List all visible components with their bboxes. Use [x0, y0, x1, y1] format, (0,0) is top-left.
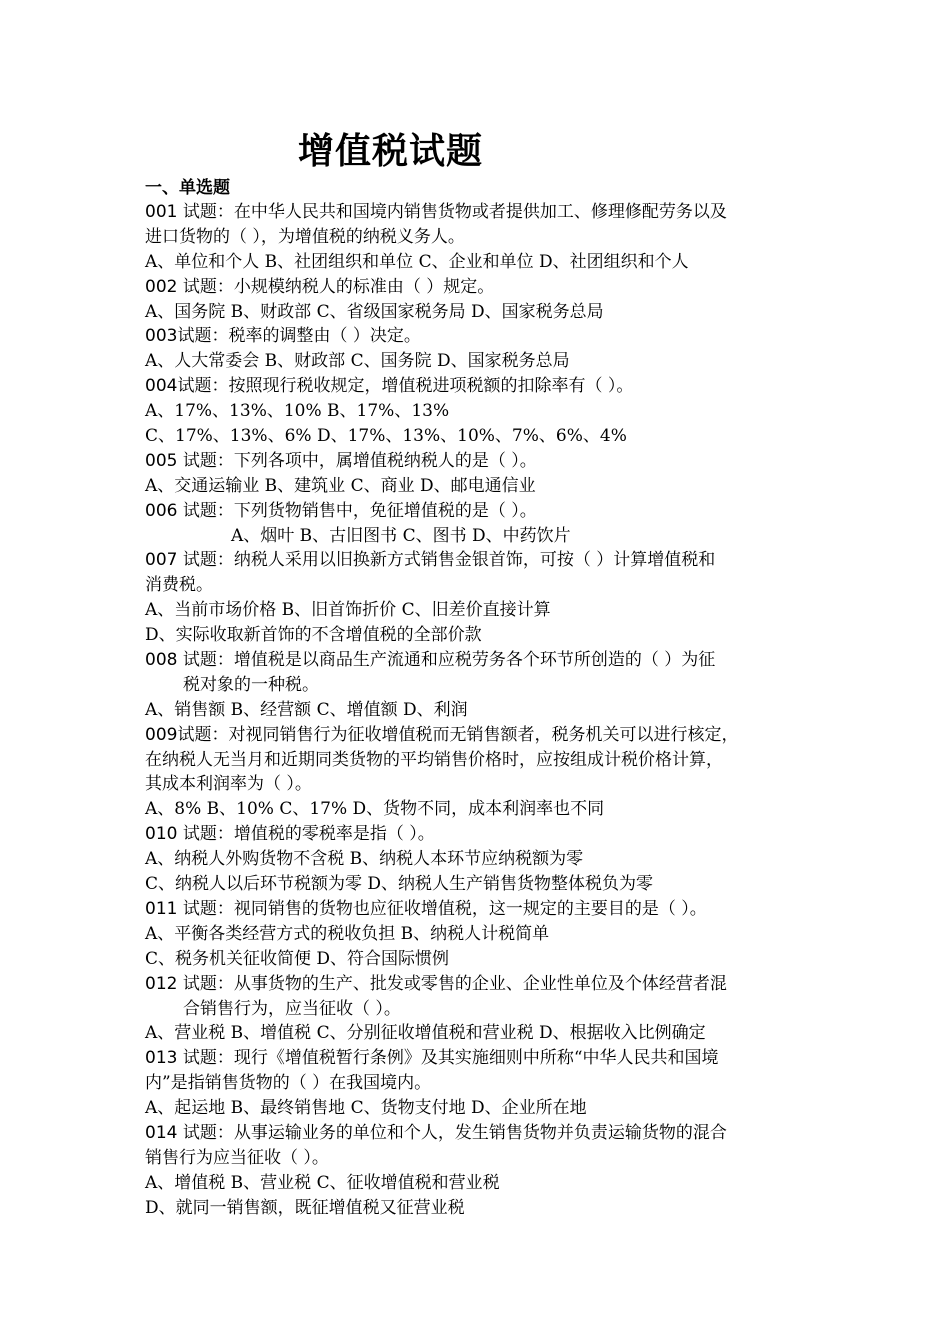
question-text: 试题：小规模纳税人的标准由（ ）规定。 — [177, 276, 495, 297]
question-text: 试题：下列各项中，属增值税纳税人的是（ ）。 — [177, 450, 537, 471]
question-item — [145, 449, 810, 499]
answer-options: D、就同一销售额，既征增值税又征营业税 — [145, 1197, 465, 1218]
question-text: 试题：增值税的零税率是指（ ）。 — [177, 824, 435, 845]
question-text: 试题：在中华人民共和国境内销售货物或者提供加工、修理修配劳务以及 — [177, 202, 727, 222]
question-number: 007 — [145, 550, 178, 571]
question-text: 试题：增值税是以商品生产流通和应税劳务各个环节所创造的（ ）为征 — [177, 650, 716, 671]
question-text-line — [145, 324, 810, 349]
question-number: 014 — [145, 1122, 178, 1143]
question-item — [145, 548, 810, 648]
answer-options: A、交通运输业 B、建筑业 C、商业 D、邮电通信业 — [145, 475, 536, 496]
answer-options: A、销售额 B、经营额 C、增值额 D、利润 — [145, 699, 468, 720]
question-item — [145, 897, 810, 972]
question-continuation-line: 税对象的一种税。 — [183, 674, 319, 695]
question-text-line — [145, 972, 810, 997]
question-text-line — [145, 449, 810, 474]
question-number: 004 — [145, 376, 178, 397]
document-title: 增值税试题 — [298, 131, 484, 172]
question-text-line — [145, 200, 810, 225]
question-item — [145, 275, 810, 325]
question-text: 进口货物的（ ），为增值税的纳税义务人。 — [145, 226, 465, 247]
question-text: 试题：从事货物的生产、批发或零售的企业、企业性单位及个体经营者混 — [177, 973, 727, 994]
question-number: 011 — [145, 898, 178, 919]
question-text: 消费税。 — [145, 575, 213, 596]
question-text: 其成本利润率为（ ）。 — [145, 774, 312, 795]
question-text-line — [145, 1071, 810, 1096]
question-continuation-line: 合销售行为，应当征收（ ）。 — [183, 998, 401, 1019]
question-text-line — [145, 723, 810, 748]
answer-options: A、平衡各类经营方式的税收负担 B、纳税人计税简单 — [145, 923, 550, 944]
question-item — [145, 822, 810, 897]
question-number: 010 — [145, 824, 178, 845]
question-item — [145, 374, 810, 449]
question-text-line — [145, 1046, 810, 1071]
question-text: 试题：下列货物销售中，免征增值税的是（ ）。 — [177, 500, 537, 521]
question-list — [145, 200, 810, 1221]
answer-options: A、烟叶 B、古旧图书 C、图书 D、中药饮片 — [231, 525, 571, 546]
question-text: 试题：对视同销售行为征收增值税而无销售额者，税务机关可以进行核定， — [177, 724, 739, 745]
question-number: 003 — [145, 326, 178, 347]
question-text-line — [145, 1121, 810, 1146]
answer-options: A、增值税 B、营业税 C、征收增值税和营业税 — [145, 1172, 500, 1193]
question-text: 试题：按照现行税收规定，增值税进项税额的扣除率有（ ）。 — [177, 376, 634, 397]
question-item — [145, 1046, 810, 1121]
question-text-line — [145, 772, 810, 797]
answer-options: C、纳税人以后环节税额为零 D、纳税人生产销售货物整体税负为零 — [145, 874, 654, 895]
question-item — [145, 1121, 810, 1221]
answer-options: D、实际收取新首饰的不含增值税的全部价款 — [145, 625, 482, 646]
question-text-line — [145, 748, 810, 773]
question-text: 试题：视同销售的货物也应征收增值税，这一规定的主要目的是（ ）。 — [177, 898, 707, 919]
answer-options: A、起运地 B、最终销售地 C、货物支付地 D、企业所在地 — [145, 1098, 587, 1119]
answer-options: A、当前市场价格 B、旧首饰折价 C、旧差价直接计算 — [145, 600, 551, 621]
question-item — [145, 324, 810, 374]
question-text-line — [145, 1146, 810, 1171]
question-number: 005 — [145, 450, 178, 471]
question-text-line — [145, 374, 810, 399]
question-text-line — [145, 225, 810, 250]
question-number: 008 — [145, 650, 178, 671]
question-item — [145, 499, 810, 549]
question-text: 在纳税人无当月和近期同类货物的平均销售价格时，应按组成计税价格计算， — [145, 749, 723, 770]
question-text-line — [145, 822, 810, 847]
question-item — [145, 648, 810, 723]
answer-options: A、8% B、10% C、17% D、货物不同，成本利润率也不同 — [145, 799, 605, 820]
question-item — [145, 200, 810, 275]
question-number: 002 — [145, 276, 178, 297]
question-item — [145, 723, 810, 823]
question-text: 试题：现行《增值税暂行条例》及其实施细则中所称“中华人民共和国境 — [177, 1048, 719, 1069]
question-number: 006 — [145, 500, 178, 521]
question-text-line — [145, 648, 810, 673]
question-item — [145, 972, 810, 1047]
answer-options: A、单位和个人 B、社团组织和单位 C、企业和单位 D、社团组织和个人 — [145, 251, 689, 272]
question-text: 试题：纳税人采用以旧换新方式销售金银首饰，可按（ ）计算增值税和 — [177, 550, 716, 571]
answer-options: A、纳税人外购货物不含税 B、纳税人本环节应纳税额为零 — [145, 849, 584, 870]
answer-options: A、17%、13%、10% B、17%、13% — [145, 401, 450, 422]
question-text-line — [145, 548, 810, 573]
answer-options: C、17%、13%、6% D、17%、13%、10%、7%、6%、4% — [145, 426, 627, 447]
question-text: 试题：从事运输业务的单位和个人，发生销售货物并负责运输货物的混合 — [177, 1122, 727, 1143]
question-text: 销售行为应当征收（ ）。 — [145, 1147, 329, 1168]
section-heading: 一、单选题 — [145, 178, 230, 198]
question-text-line — [145, 275, 810, 300]
question-text-line — [145, 573, 810, 598]
question-number: 012 — [145, 973, 178, 994]
question-text-line — [145, 499, 810, 524]
question-text: 试题：税率的调整由（ ）决定。 — [177, 326, 421, 347]
answer-options: A、营业税 B、增值税 C、分别征收增值税和营业税 D、根据收入比例确定 — [145, 1023, 706, 1044]
question-number: 009 — [145, 724, 178, 745]
question-text: 内”是指销售货物的（ ）在我国境内。 — [145, 1073, 432, 1094]
answer-options: A、人大常委会 B、财政部 C、国务院 D、国家税务总局 — [145, 351, 570, 372]
question-number: 013 — [145, 1048, 178, 1069]
question-number: 001 — [145, 202, 178, 222]
question-text-line — [145, 897, 810, 922]
answer-options: A、国务院 B、财政部 C、省级国家税务局 D、国家税务总局 — [145, 301, 604, 322]
answer-options: C、税务机关征收简便 D、符合国际惯例 — [145, 948, 450, 969]
